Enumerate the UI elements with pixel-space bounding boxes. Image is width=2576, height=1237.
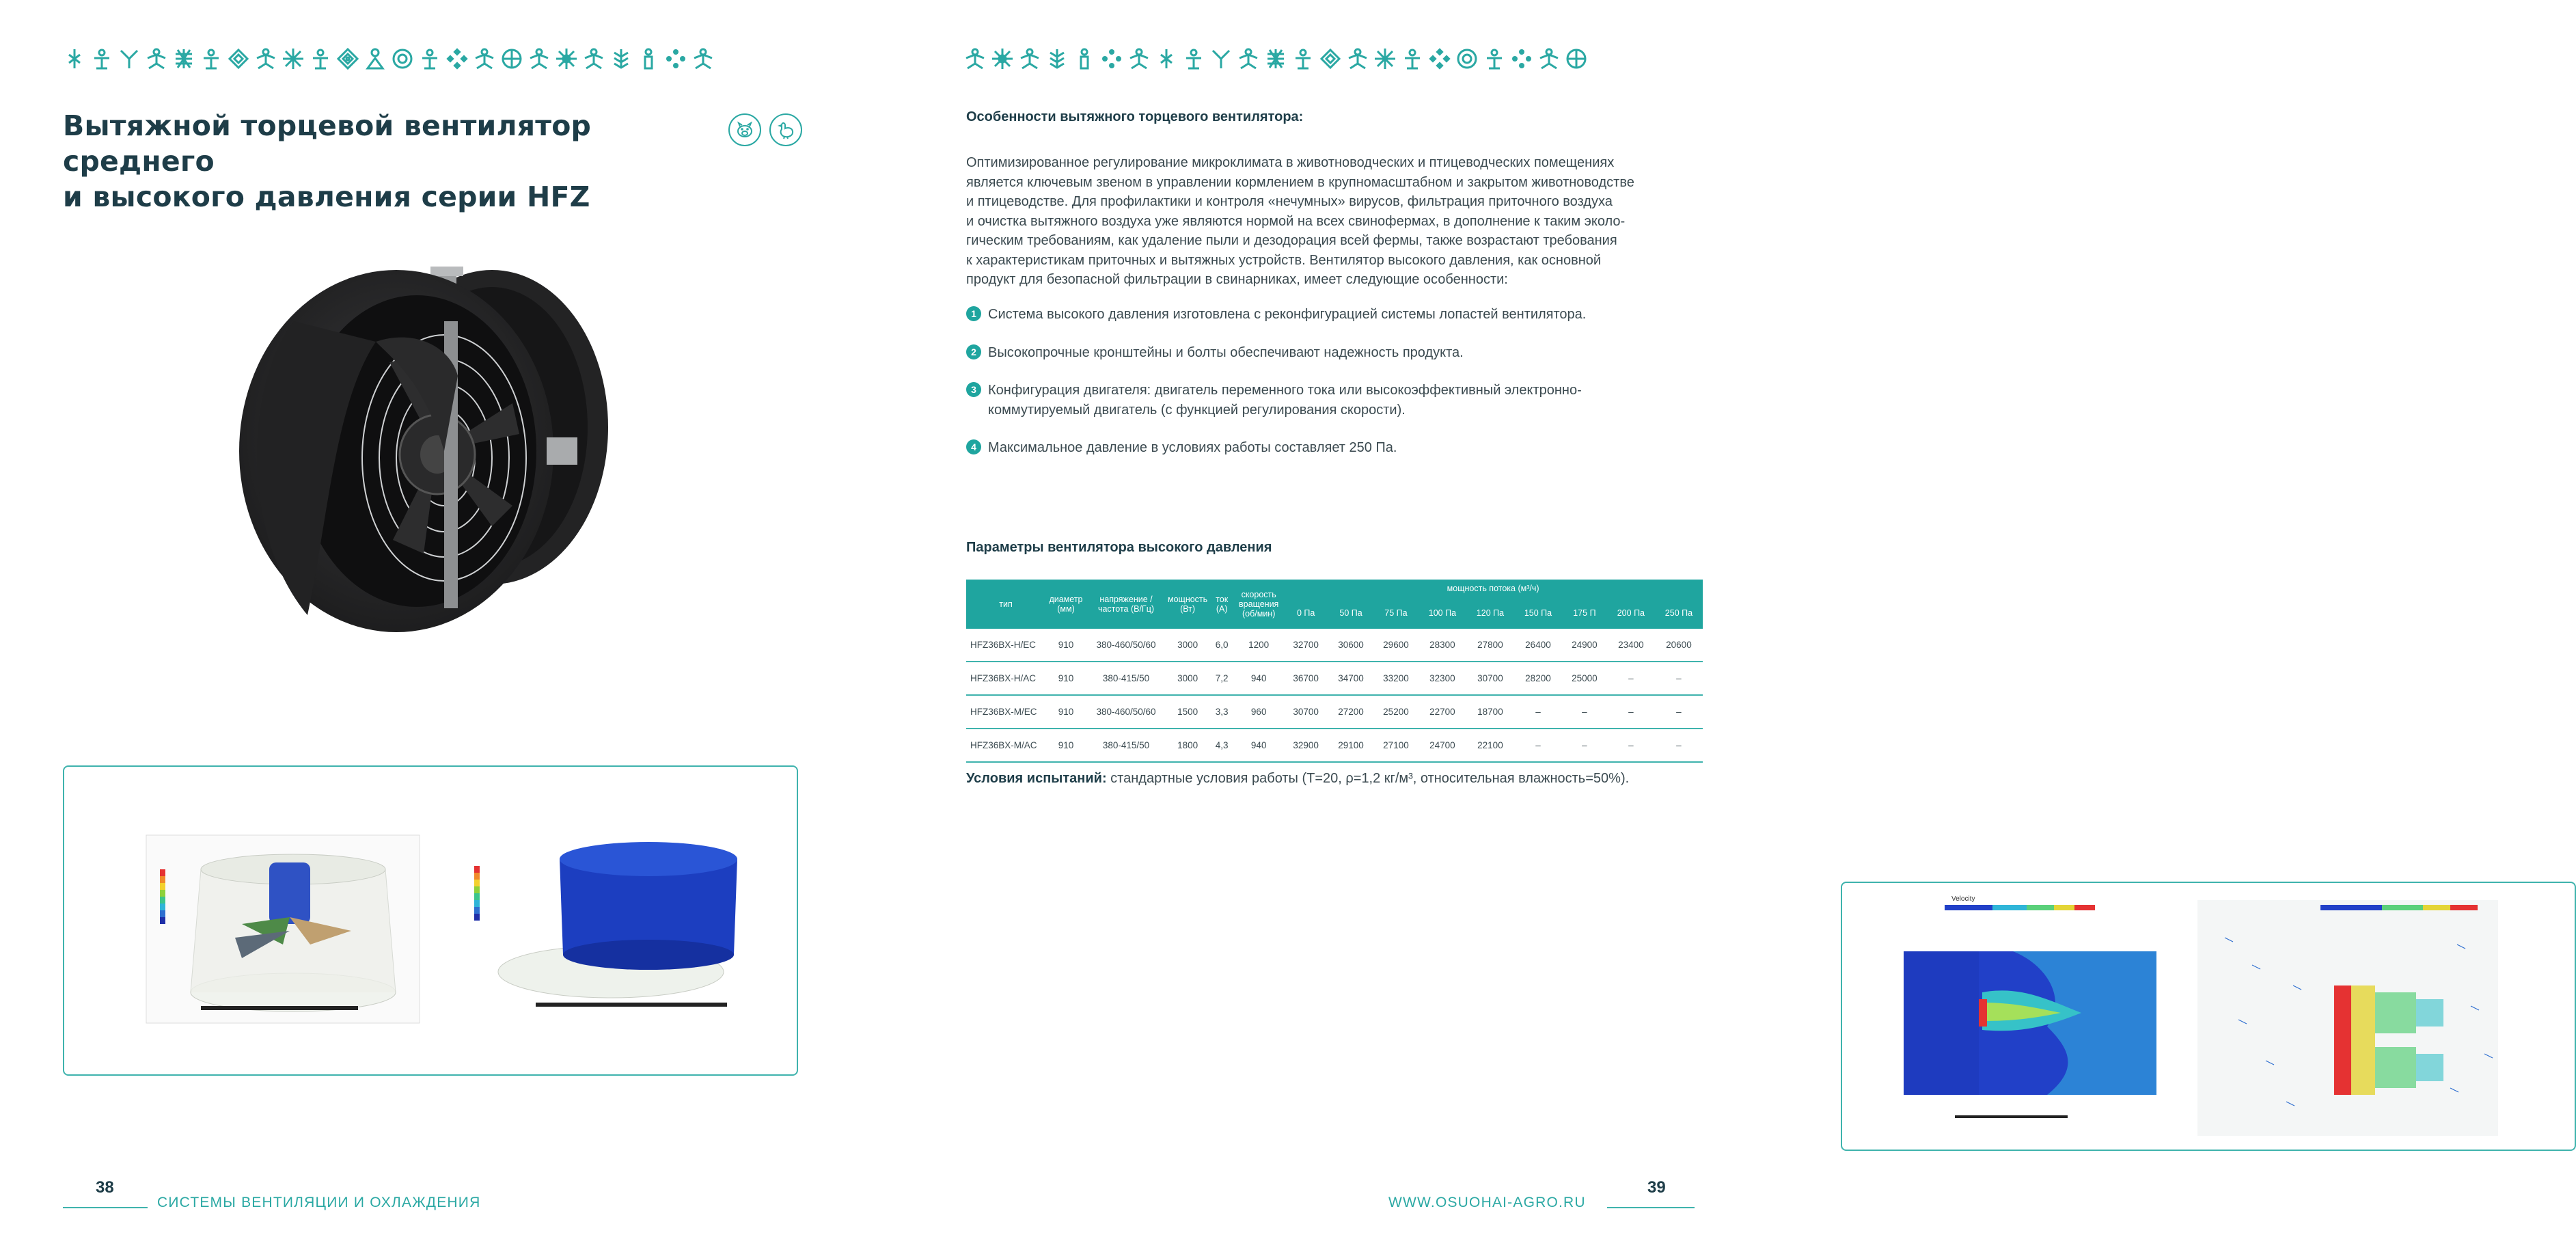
- ornament-icon: [1373, 47, 1397, 70]
- ornament-icon: [1401, 47, 1424, 70]
- features-heading: Особенности вытяжного торцевого вентилятора:: [966, 109, 1304, 124]
- cell-flow: 30700: [1283, 695, 1328, 729]
- ornament-icon: [1155, 47, 1178, 70]
- cell-flow: 32300: [1419, 662, 1466, 695]
- cell-diameter: 910: [1045, 629, 1086, 662]
- velocity-label: Velocity: [1951, 895, 1975, 903]
- ornament-icon: [1291, 47, 1315, 70]
- table-row: [966, 629, 1703, 662]
- ornament-icon: [1319, 47, 1342, 70]
- cell-flow: –: [1655, 729, 1703, 762]
- ornament-icon: [418, 47, 441, 70]
- paragraph-line: является ключевым звеном в управлении кормлением в крупномасштабном и закрытом животноводстве: [966, 174, 1634, 190]
- cell-flow: 30700: [1466, 662, 1514, 695]
- paragraph-line: продукт для безопасной фильтрации в свинарниках, имеет следующие особенности:: [966, 272, 1508, 287]
- cell-power: 3000: [1166, 629, 1209, 662]
- col-header-voltage: напряжение / частота (В/Гц): [1086, 580, 1166, 629]
- col-header-pressure: 75 Па: [1373, 597, 1419, 629]
- cell-power: 1500: [1166, 695, 1209, 729]
- cell-flow: 34700: [1328, 662, 1373, 695]
- legend-scale-left: [160, 869, 165, 924]
- paragraph-line: и очистка вытяжного воздуха уже являются нормой на всех свинофермах, в дополнение к таким эколо-: [966, 213, 1626, 229]
- feature-item: [966, 381, 1718, 420]
- page-number: 39: [1647, 1178, 1666, 1197]
- col-header-type: тип: [966, 580, 1045, 629]
- col-header-diameter: диаметр (мм): [1045, 580, 1086, 629]
- page-number: 38: [96, 1178, 114, 1197]
- table-header-row: [966, 580, 1703, 597]
- cell-flow: 29600: [1373, 629, 1419, 662]
- feature-number-badge: 2: [966, 344, 981, 359]
- cell-current: 3,3: [1209, 695, 1234, 729]
- cell-flow: 25000: [1562, 662, 1607, 695]
- ornament-icon: [527, 47, 551, 70]
- ornament-icon: [1127, 47, 1151, 70]
- cfd-simulation-panel: [1841, 882, 2576, 1151]
- ornament-icon: [1182, 47, 1205, 70]
- cell-flow: –: [1514, 695, 1562, 729]
- ornament-icon: [1264, 47, 1287, 70]
- ornament-border: [963, 41, 1588, 77]
- ornament-icon: [1073, 47, 1096, 70]
- cell-flow: 18700: [1466, 695, 1514, 729]
- cell-diameter: 910: [1045, 662, 1086, 695]
- ornament-icon: [1565, 47, 1588, 70]
- cell-type: HFZ36BX-H/AC: [966, 662, 1045, 695]
- cell-flow: 22700: [1419, 695, 1466, 729]
- ornament-icon: [1346, 47, 1369, 70]
- ornament-icon: [309, 47, 332, 70]
- ornament-icon: [963, 47, 987, 70]
- ornament-icon: [1510, 47, 1533, 70]
- cell-flow: –: [1607, 729, 1655, 762]
- structural-simulation-image: [64, 767, 797, 1074]
- paragraph-line: Оптимизированное регулирование микроклимата в животноводческих и птицеводческих помещениях: [966, 155, 1615, 170]
- footer-divider: [1607, 1207, 1695, 1208]
- cell-speed: 960: [1234, 695, 1283, 729]
- cell-flow: 26400: [1514, 629, 1562, 662]
- cell-speed: 1200: [1234, 629, 1283, 662]
- col-header-pressure: 200 Па: [1607, 597, 1655, 629]
- ornament-icon: [1455, 47, 1479, 70]
- ornament-icon: [1018, 47, 1041, 70]
- cell-flow: 22100: [1466, 729, 1514, 762]
- feature-number-badge: 3: [966, 382, 981, 397]
- ornament-icon: [1537, 47, 1561, 70]
- ornament-icon: [63, 47, 86, 70]
- feature-item: [966, 305, 1718, 325]
- ornament-icon: [145, 47, 168, 70]
- ornament-icon: [609, 47, 633, 70]
- ornament-icon: [90, 47, 113, 70]
- ornament-icon: [200, 47, 223, 70]
- ornament-icon: [500, 47, 523, 70]
- page-title: [63, 108, 719, 215]
- ornament-icon: [1100, 47, 1123, 70]
- cell-voltage: 380-415/50: [1086, 662, 1166, 695]
- cell-flow: 33200: [1373, 662, 1419, 695]
- cell-flow: –: [1655, 695, 1703, 729]
- cell-voltage: 380-460/50/60: [1086, 629, 1166, 662]
- ornament-icon: [637, 47, 660, 70]
- cell-diameter: 910: [1045, 729, 1086, 762]
- feature-item: [966, 438, 1718, 458]
- ornament-icon: [582, 47, 605, 70]
- ornament-icon: [254, 47, 277, 70]
- cell-type: HFZ36BX-H/EC: [966, 629, 1045, 662]
- ornament-icon: [1428, 47, 1451, 70]
- cell-flow: –: [1607, 662, 1655, 695]
- fan-product-image: [219, 246, 656, 670]
- ornament-icon: [473, 47, 496, 70]
- feature-number-badge: 1: [966, 306, 981, 321]
- cell-power: 3000: [1166, 662, 1209, 695]
- ornament-icon: [336, 47, 359, 70]
- cell-speed: 940: [1234, 729, 1283, 762]
- ornament-icon: [364, 47, 387, 70]
- cell-current: 6,0: [1209, 629, 1234, 662]
- table-row: [966, 695, 1703, 729]
- ornament-icon: [991, 47, 1014, 70]
- col-header-pressure: 250 Па: [1655, 597, 1703, 629]
- ornament-icon: [391, 47, 414, 70]
- cell-flow: 27200: [1328, 695, 1373, 729]
- cell-voltage: 380-415/50: [1086, 729, 1166, 762]
- cell-type: HFZ36BX-M/AC: [966, 729, 1045, 762]
- simulation-images-panel: [63, 765, 798, 1076]
- cell-flow: 30600: [1328, 629, 1373, 662]
- feature-number-badge: 4: [966, 439, 981, 454]
- table-heading: Параметры вентилятора высокого давления: [966, 540, 1272, 555]
- cell-flow: 24700: [1419, 729, 1466, 762]
- title-line: и высокого давления серии HFZ: [63, 180, 590, 213]
- col-header-pressure: 50 Па: [1328, 597, 1373, 629]
- title-line: Вытяжной торцевой вентилятор среднего: [63, 109, 592, 178]
- col-header-pressure: 0 Па: [1283, 597, 1328, 629]
- cell-flow: 27800: [1466, 629, 1514, 662]
- cell-power: 1800: [1166, 729, 1209, 762]
- ornament-icon: [1209, 47, 1233, 70]
- col-header-speed: скорость вращения (об/мин): [1234, 580, 1283, 629]
- cell-flow: –: [1514, 729, 1562, 762]
- ornament-icon: [1483, 47, 1506, 70]
- intro-paragraph: [966, 153, 1711, 290]
- animal-icons: [728, 113, 802, 146]
- footer-divider: [63, 1207, 148, 1208]
- cell-diameter: 910: [1045, 695, 1086, 729]
- cell-flow: 28200: [1514, 662, 1562, 695]
- paragraph-line: гическим требованиям, как удаление пыли и дезодорация всей фермы, также возрастают требования: [966, 233, 1617, 248]
- parameters-table: [966, 580, 1703, 763]
- legend-scale-right: [474, 866, 480, 921]
- ornament-border: [63, 41, 715, 77]
- left-page: [0, 0, 875, 1237]
- cell-flow: 20600: [1655, 629, 1703, 662]
- cell-flow: 32700: [1283, 629, 1328, 662]
- cell-flow: 36700: [1283, 662, 1328, 695]
- pig-icon: [728, 113, 761, 146]
- ornament-icon: [1045, 47, 1069, 70]
- cfd-velocity-images: [1842, 883, 2575, 1150]
- footer-website: WWW.OSUOHAI-AGRO.RU: [1388, 1195, 1586, 1210]
- right-page: [875, 0, 1975, 1237]
- ornament-icon: [1237, 47, 1260, 70]
- ornament-icon: [691, 47, 715, 70]
- ornament-icon: [446, 47, 469, 70]
- col-header-pressure: 120 Па: [1466, 597, 1514, 629]
- feature-text: Конфигурация двигателя: двигатель переменного тока или высокоэффективный электронно-: [988, 383, 1582, 398]
- footer-section-title: СИСТЕМЫ ВЕНТИЛЯЦИИ И ОХЛАЖДЕНИЯ: [157, 1195, 481, 1210]
- cell-flow: 27100: [1373, 729, 1419, 762]
- paragraph-line: к характеристикам приточных и вытяжных устройств. Вентилятор высокого давления, как основной: [966, 252, 1602, 268]
- cell-flow: –: [1562, 695, 1607, 729]
- cell-flow: –: [1562, 729, 1607, 762]
- feature-text: Максимальное давление в условиях работы составляет 250 Па.: [988, 440, 1397, 455]
- col-header-flow: мощность потока (м³/ч): [1283, 580, 1703, 597]
- test-conditions: [966, 771, 1629, 787]
- col-header-pressure: 150 Па: [1514, 597, 1562, 629]
- table-row: [966, 662, 1703, 695]
- cell-type: HFZ36BX-M/EC: [966, 695, 1045, 729]
- feature-item: [966, 343, 1718, 363]
- cell-flow: –: [1607, 695, 1655, 729]
- cell-flow: 25200: [1373, 695, 1419, 729]
- feature-text: Высокопрочные кронштейны и болты обеспечивают надежность продукта.: [988, 344, 1464, 360]
- table-row: [966, 729, 1703, 762]
- feature-text: Система высокого давления изготовлена с реконфигурацией системы лопастей вентилятора.: [988, 307, 1587, 322]
- ornament-icon: [227, 47, 250, 70]
- ornament-icon: [664, 47, 687, 70]
- col-header-current: ток (А): [1209, 580, 1234, 629]
- features-list: [966, 305, 1718, 476]
- test-conditions-label: Условия испытаний:: [966, 771, 1107, 786]
- cell-flow: –: [1655, 662, 1703, 695]
- ornament-icon: [282, 47, 305, 70]
- cell-flow: 24900: [1562, 629, 1607, 662]
- ornament-icon: [118, 47, 141, 70]
- chicken-icon: [769, 113, 802, 146]
- cell-current: 7,2: [1209, 662, 1234, 695]
- test-conditions-text: стандартные условия работы (Т=20, ρ=1,2 кг/м³, относительная влажность=50%).: [1110, 771, 1630, 786]
- ornament-icon: [555, 47, 578, 70]
- paragraph-line: и птицеводстве. Для профилактики и контроля «нечумных» вирусов, фильтрация приточного воздуха: [966, 194, 1613, 209]
- ornament-icon: [172, 47, 195, 70]
- feature-text: коммутируемый двигатель (с функцией регулирования скорости).: [988, 402, 1406, 418]
- cell-flow: 29100: [1328, 729, 1373, 762]
- cell-voltage: 380-460/50/60: [1086, 695, 1166, 729]
- cell-speed: 940: [1234, 662, 1283, 695]
- col-header-power: мощность (Вт): [1166, 580, 1209, 629]
- cell-flow: 28300: [1419, 629, 1466, 662]
- col-header-pressure: 175 П: [1562, 597, 1607, 629]
- cell-flow: 32900: [1283, 729, 1328, 762]
- cell-flow: 23400: [1607, 629, 1655, 662]
- col-header-pressure: 100 Па: [1419, 597, 1466, 629]
- cell-current: 4,3: [1209, 729, 1234, 762]
